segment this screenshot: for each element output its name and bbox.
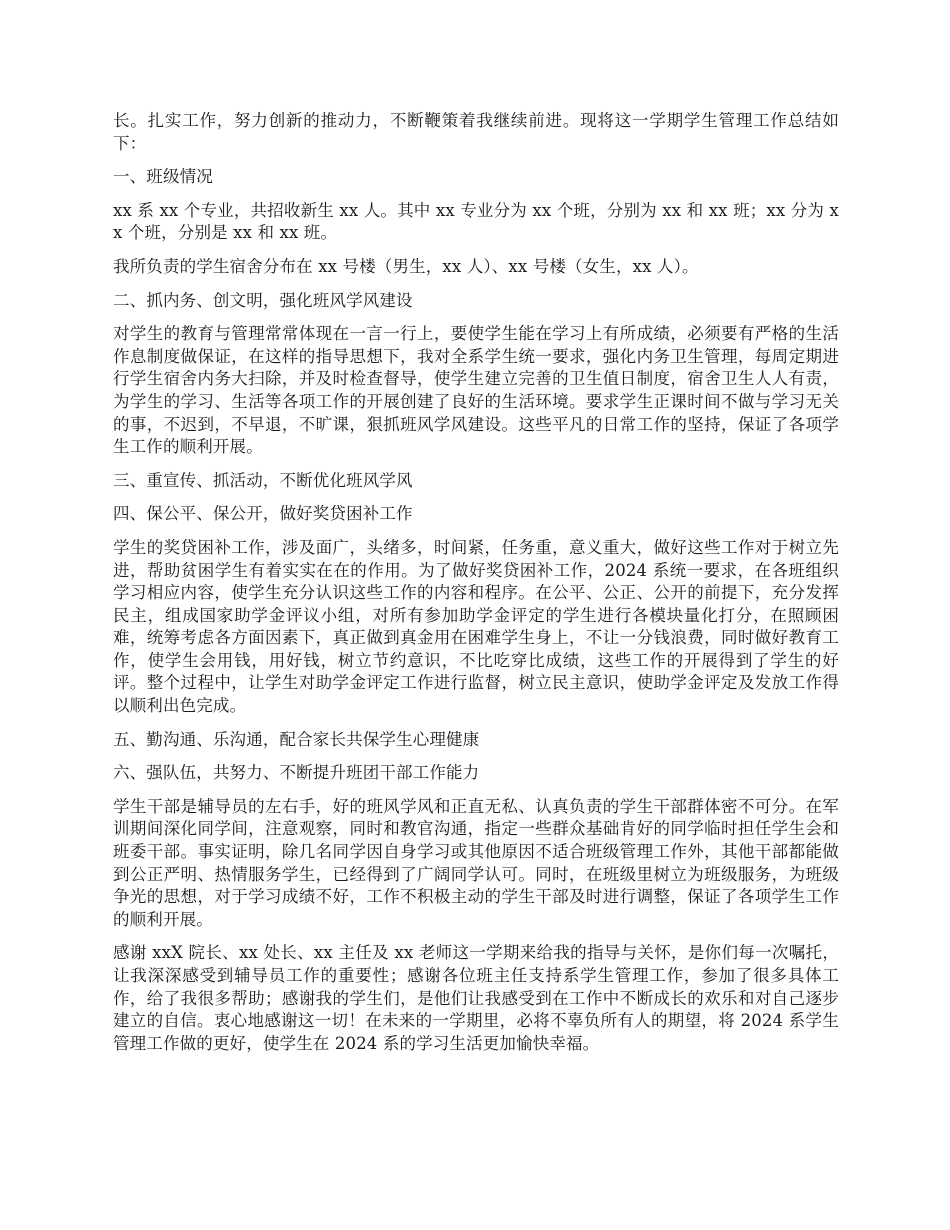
cadres-paragraph: 学生干部是辅导员的左右手，好的班风学风和正直无私、认真负责的学生干部群体密不可分。在军训期间深化同学间，注意观察，同时和教官沟通，指定一些群众基础肯好的同学临时担任学生会和班委干部。事实证明，除几名同学因自身学习或其他原因不适合班级管理工作外，其他干部都能做到公正严明、热情服务学生，已经得到了广阔同学认可。同时，在班级里树立为班级服务，为班级争光的思想，对于学习成绩不好，工作不积极主动的学生干部及时进行调整，保证了各项学生工作的顺利开展。 bbox=[113, 796, 839, 929]
section-heading-discipline: 二、抓内务、创文明，强化班风学风建设 bbox=[113, 290, 413, 310]
section-heading-class-info: 一、班级情况 bbox=[113, 167, 213, 187]
section-heading-publicity: 三、重宣传、抓活动，不断优化班风学风 bbox=[113, 470, 413, 490]
class-info-paragraph: xx 系 xx 个专业，共招收新生 xx 人。其中 xx 专业分为 xx 个班，分别为 xx 和 xx 班；xx 分为 xx 个班，分别是 xx 和 xx 班。 bbox=[113, 200, 839, 243]
section-heading-fairness: 四、保公平、保公开，做好奖贷困补工作 bbox=[113, 504, 413, 524]
section-heading-communication: 五、勤沟通、乐沟通，配合家长共保学生心理健康 bbox=[113, 729, 480, 749]
intro-paragraph: 长。扎实工作，努力创新的推动力，不断鞭策着我继续前进。现将这一学期学生管理工作总结如下： bbox=[113, 111, 839, 153]
acknowledgement-paragraph: 感谢 xxX 院长、xx 处长、xx 主任及 xx 老师这一学期来给我的指导与关怀，是你们每一次嘱托，让我深深感受到辅导员工作的重要性；感谢各位班主任支持系学生管理工作，参加了很多具体工作，给了我很多帮助；感谢我的学生们，是他们让我感受到在工作中不断成长的欢乐和对自己逐步建立的自信。衷心地感谢这一切！在未来的一学期里，必将不辜负所有人的期望，将 2024 系学生管理工作做的更好，使学生在 2024 系的学习生活更加愉快幸福。 bbox=[113, 943, 839, 1053]
document-page bbox=[113, 110, 839, 1066]
section-heading-cadres: 六、强队伍，共努力、不断提升班团干部工作能力 bbox=[113, 763, 480, 783]
financial-aid-paragraph: 学生的奖贷困补工作，涉及面广，头绪多，时间紧，任务重，意义重大，做好这些工作对于树立先进，帮助贫困学生有着实实在在的作用。为了做好奖贷困补工作，2024 系统一要求，在各班组织学习相应内容，使学生充分认识这些工作的内容和程序。在公平、公正、公开的前提下，充分发挥民主，组成国家助学金评议小组，对所有参加助学金评定的学生进行各模块量化打分，在照顾困难，统筹考虑各方面因素下，真正做到真金用在困难学生身上，不让一分钱浪费，同时做好教育工作，使学生会用钱，用好钱，树立节约意识，不比吃穿比成绩，这些工作的开展得到了学生的好评。整个过程中，让学生对助学金评定工作进行监督，树立民主意识，使助学金评定及发放工作得以顺利出色完成。 bbox=[113, 537, 839, 716]
dormitory-paragraph: 我所负责的学生宿舍分布在 xx 号楼（男生，xx 人）、xx 号楼（女生，xx 人）。 bbox=[113, 256, 699, 276]
discipline-paragraph: 对学生的教育与管理常常体现在一言一行上，要使学生能在学习上有所成绩，必须要有严格的生活作息制度做保证，在这样的指导思想下，我对全系学生统一要求，强化内务卫生管理，每周定期进行学生宿舍内务大扫除，并及时检查督导，使学生建立完善的卫生值日制度，宿舍卫生人人有责，为学生的学习、生活等各项工作的开展创建了良好的生活环境。要求学生正课时间不做与学习无关的事，不迟到，不早退，不旷课，狠抓班风学风建设。这些平凡的日常工作的坚持，保证了各项学生工作的顺利开展。 bbox=[113, 324, 839, 457]
